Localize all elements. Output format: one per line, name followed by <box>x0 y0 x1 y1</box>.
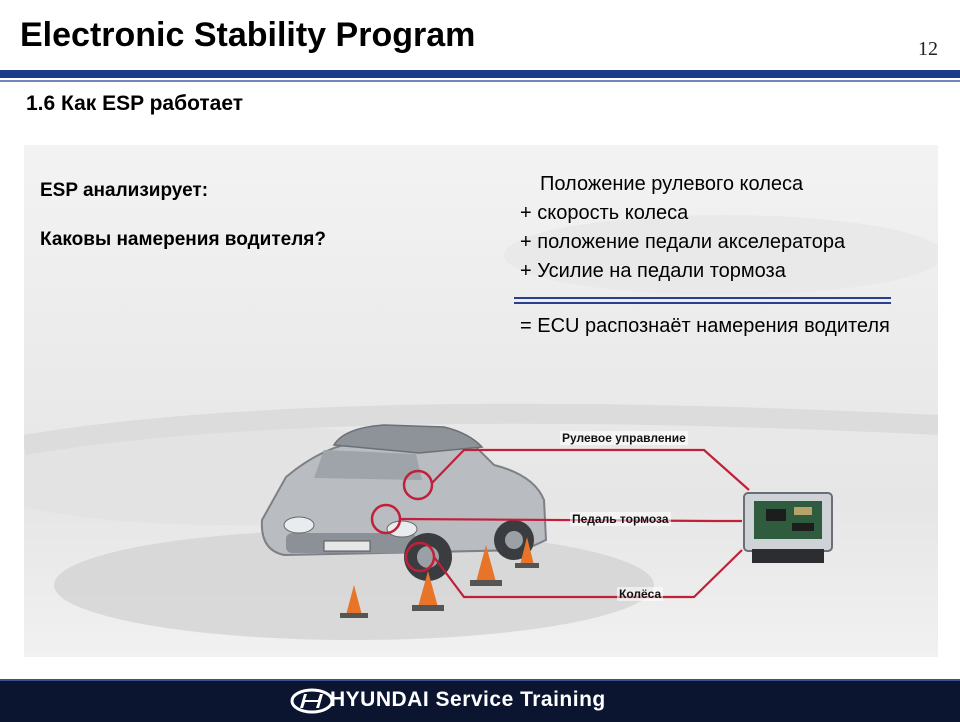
footer-service: Service Training <box>435 688 606 711</box>
list-item: + Усилие на педали тормоза <box>520 260 786 282</box>
header-rule <box>0 70 960 78</box>
driver-intent-question: Каковы намерения водителя? <box>40 229 326 250</box>
sum-divider-line <box>514 302 891 304</box>
list-item: Положение рулевого колеса <box>540 173 804 195</box>
callout-steering: Рулевое управление <box>562 431 686 445</box>
footer-brand: HYUNDAI <box>330 688 430 711</box>
sum-divider-line <box>514 297 891 299</box>
esp-heading: ESP анализирует: <box>40 180 209 201</box>
ecu-module-icon <box>744 493 832 563</box>
list-item: + скорость колеса <box>520 202 689 224</box>
footer-brand-text <box>330 688 606 712</box>
slide-title: Electronic Stability Program <box>20 16 476 54</box>
list-item: + положение педали акселератора <box>520 231 846 253</box>
ecu-result-text: = ECU распознаёт намерения водителя <box>520 315 890 337</box>
hyundai-logo-icon <box>290 688 334 714</box>
page-number: 12 <box>918 38 938 60</box>
callout-brake-pedal: Педаль тормоза <box>572 512 669 526</box>
input-signals-list <box>520 170 845 286</box>
callout-wheels: Колёса <box>619 587 662 601</box>
section-subtitle: 1.6 Как ESP работает <box>26 92 244 115</box>
header-rule-thin <box>0 80 960 82</box>
